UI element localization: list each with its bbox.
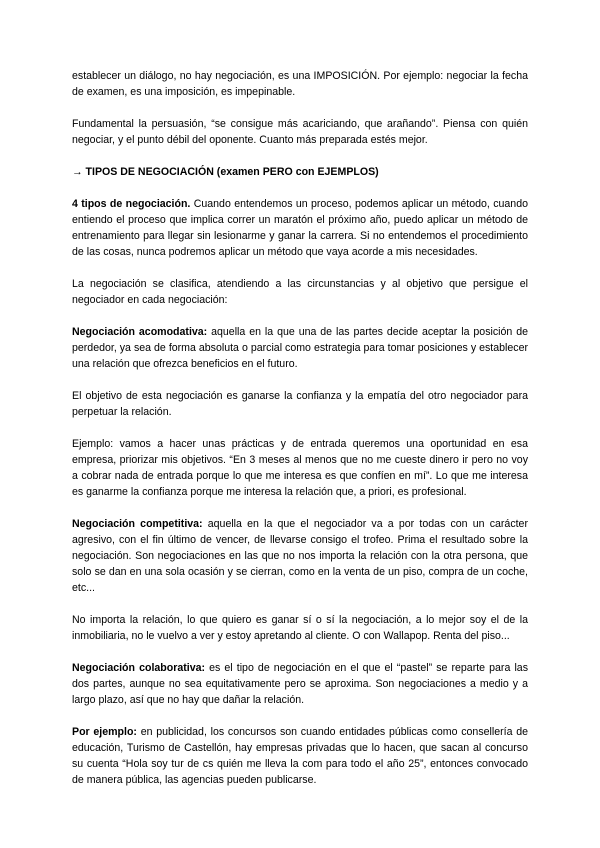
paragraph-colaborativa xyxy=(72,660,528,708)
paragraph-lead: 4 tipos de negociación. xyxy=(72,198,191,210)
paragraph-text: Fundamental la persuasión, “se consigue más acariciando, que arañando”. Piensa con quién negociar, y el punto débil del oponente. Cuanto más preparada estés mejor. xyxy=(72,118,528,146)
paragraph-persuasion xyxy=(72,116,528,148)
paragraph-acomodativa xyxy=(72,324,528,372)
paragraph-imposicion xyxy=(72,68,528,100)
paragraph-text: El objetivo de esta negociación es ganarse la confianza y la empatía del otro negociador para perpetuar la relación. xyxy=(72,390,528,418)
section-heading-tipos xyxy=(72,164,528,180)
paragraph-por-ejemplo xyxy=(72,724,528,788)
heading-text: → TIPOS DE NEGOCIACIÓN (examen PERO con EJEMPLOS) xyxy=(72,166,379,178)
paragraph-no-importa xyxy=(72,612,528,644)
paragraph-competitiva xyxy=(72,516,528,596)
paragraph-text: No importa la relación, lo que quiero es ganar sí o sí la negociación, a lo mejor soy el de la inmobiliaria, no le vuelvo a ver y estoy apretando al cliente. O con Wallapop. Renta del piso... xyxy=(72,614,528,642)
paragraph-ejemplo-practicas xyxy=(72,436,528,500)
paragraph-text: aquella en la que el negociador va a por todas con un carácter agresivo, con el fin último de vencer, de llevarse consigo el trofeo. Prima el resultado sobre la negociación. Son negociaciones en las que no nos importa la relación con la otra persona, que solo se dan en una sola ocasión y se cierran, como en la venta de un piso, compra de un coche, etc... xyxy=(72,518,528,594)
paragraph-lead: Negociación competitiva: xyxy=(72,518,203,530)
paragraph-text: aquella en la que una de las partes decide aceptar la posición de perdedor, ya sea de forma absoluta o parcial como estrategia para tomar posiciones y establecer una relación que ofrezca beneficios en el futuro. xyxy=(72,326,528,370)
paragraph-text: La negociación se clasifica, atendiendo a las circunstancias y al objetivo que persigue el negociador en cada negociación: xyxy=(72,278,528,306)
paragraph-clasificacion xyxy=(72,276,528,308)
paragraph-text: en publicidad, los concursos son cuando entidades públicas como consellería de educación, Turismo de Castellón, hay empresas privadas que lo hacen, que sacan al concurso su cuenta “Hola soy tur de cs quién me lleva la com para todo el año 25”, entonces convocado de manera pública, las agencias pueden publicarse. xyxy=(72,726,528,786)
document-page xyxy=(72,68,528,804)
paragraph-lead: Negociación acomodativa: xyxy=(72,326,208,338)
paragraph-text: es el tipo de negociación en el que el “pastel” se reparte para las dos partes, aunque no sea equitativamente pero se aproxima. Son negociaciones a medio y a largo plazo, así que no hay que dañar la relación. xyxy=(72,662,528,706)
paragraph-lead: Negociación colaborativa: xyxy=(72,662,206,674)
paragraph-text: Cuando entendemos un proceso, podemos aplicar un método, cuando entiendo el proceso que implica correr un maratón el próximo año, puedo aplicar un método de entrenamiento para llegar sin lesionarme y ganar la carrera. Si no entendemos el procedimiento de las cosas, nunca podremos aplicar un método que vaya acorde a mis necesidades. xyxy=(72,198,528,258)
paragraph-objetivo xyxy=(72,388,528,420)
paragraph-text: Ejemplo: vamos a hacer unas prácticas y de entrada queremos una oportunidad en esa empresa, priorizar mis objetivos. “En 3 meses al menos que no me cueste dinero ir pero no voy a cobrar nada de entrada porque lo que me interesa es que confíen en mí”. Lo que me interesa es ganarme la confianza porque me interesa la relación que, a priori, es profesional. xyxy=(72,438,528,498)
paragraph-lead: Por ejemplo: xyxy=(72,726,137,738)
paragraph-text: establecer un diálogo, no hay negociación, es una IMPOSICIÓN. Por ejemplo: negociar la fecha de examen, es una imposición, es impepinable. xyxy=(72,70,528,98)
paragraph-4-tipos xyxy=(72,196,528,260)
